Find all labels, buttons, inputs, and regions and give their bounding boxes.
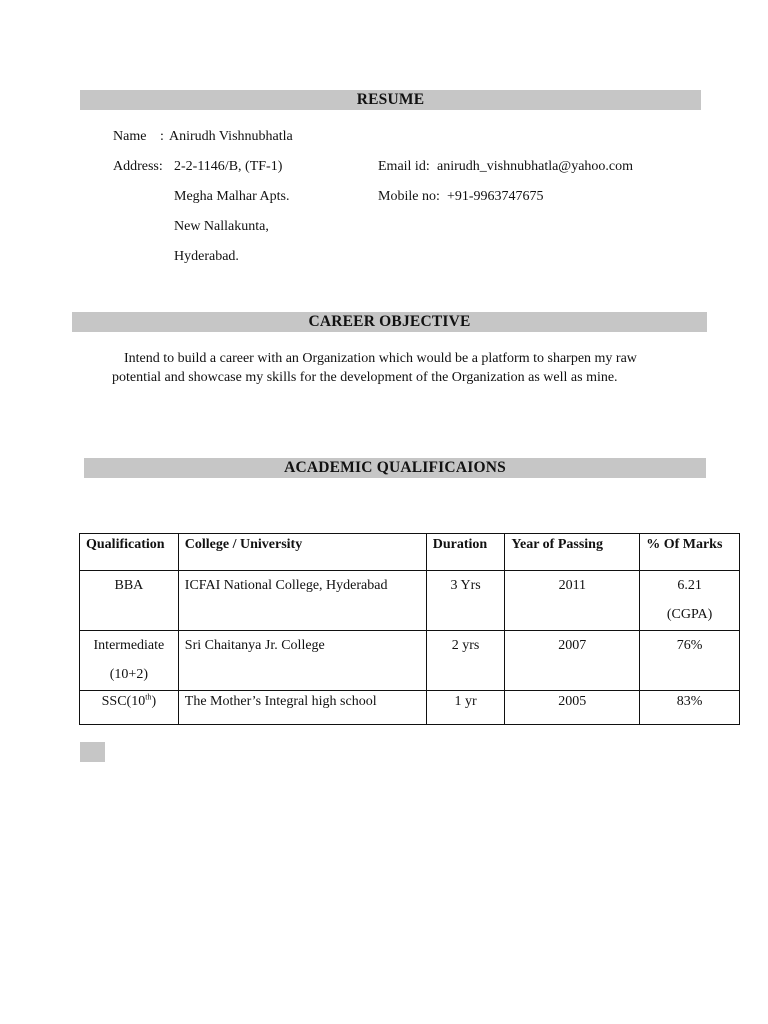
mobile-value: +91-9963747675 (447, 189, 544, 204)
academic-qualifications-title: ACADEMIC QUALIFICAIONS (284, 459, 506, 476)
address-line-1: 2-2-1146/B, (TF-1) (174, 159, 283, 174)
marks-cell: 76% (640, 631, 740, 691)
qualification-cell (80, 571, 179, 631)
marks-value-line-2: (CGPA) (666, 607, 713, 622)
qualification-cell (80, 631, 179, 691)
email-value: anirudh_vishnubhatla@yahoo.com (437, 159, 634, 174)
column-header-marks: % Of Marks (640, 534, 740, 571)
duration-cell: 1 yr (426, 691, 505, 725)
column-header-year: Year of Passing (505, 534, 640, 571)
column-header-qualification: Qualification (80, 534, 179, 571)
academic-qualifications-band (84, 458, 706, 478)
year-cell: 2005 (505, 691, 640, 725)
marks-value: 6.21 (677, 578, 702, 593)
address-line-2: Megha Malhar Apts. (174, 189, 290, 204)
career-objective-text: Intend to build a career with an Organization which would be a platform to sharpen my raw potential and showcase my skills for the development of the Organization as well as mine. (112, 351, 637, 385)
qualification-cell (80, 691, 179, 725)
column-header-college: College / University (178, 534, 426, 571)
marks-cell (640, 571, 740, 631)
table-row (80, 571, 740, 631)
career-objective-title: CAREER OBJECTIVE (308, 313, 471, 330)
qualification-value: SSC(10 (101, 694, 146, 709)
college-cell: ICFAI National College, Hyderabad (178, 571, 426, 631)
resume-title: RESUME (356, 91, 425, 108)
qualifications-table (79, 533, 740, 725)
name-value: Anirudh Vishnubhatla (169, 129, 293, 144)
column-header-duration: Duration (426, 534, 505, 571)
college-cell: The Mother’s Integral high school (178, 691, 426, 725)
duration-cell: 2 yrs (426, 631, 505, 691)
qualification-superscript: th (145, 692, 152, 702)
address-line-4: Hyderabad. (174, 249, 239, 264)
year-cell: 2007 (505, 631, 640, 691)
marks-cell: 83% (640, 691, 740, 725)
qualification-value: Intermediate (93, 638, 165, 653)
table-row (80, 631, 740, 691)
table-header-row (80, 534, 740, 571)
resume-title-band (80, 90, 701, 110)
email-label: Email id: (378, 159, 430, 174)
qualification-value-line-2: (10+2) (109, 667, 148, 682)
mobile-label: Mobile no: (378, 189, 440, 204)
career-objective-band (72, 312, 707, 332)
address-line-3: New Nallakunta, (174, 219, 269, 234)
address-label: Address: (113, 159, 163, 174)
empty-section-band (80, 742, 105, 762)
table-row (80, 691, 740, 725)
name-separator: : (160, 129, 164, 144)
name-label: Name (113, 129, 147, 144)
college-cell: Sri Chaitanya Jr. College (178, 631, 426, 691)
duration-cell: 3 Yrs (426, 571, 505, 631)
year-cell: 2011 (505, 571, 640, 631)
qualification-value: BBA (114, 578, 144, 593)
qualification-value-tail: ) (151, 694, 157, 709)
